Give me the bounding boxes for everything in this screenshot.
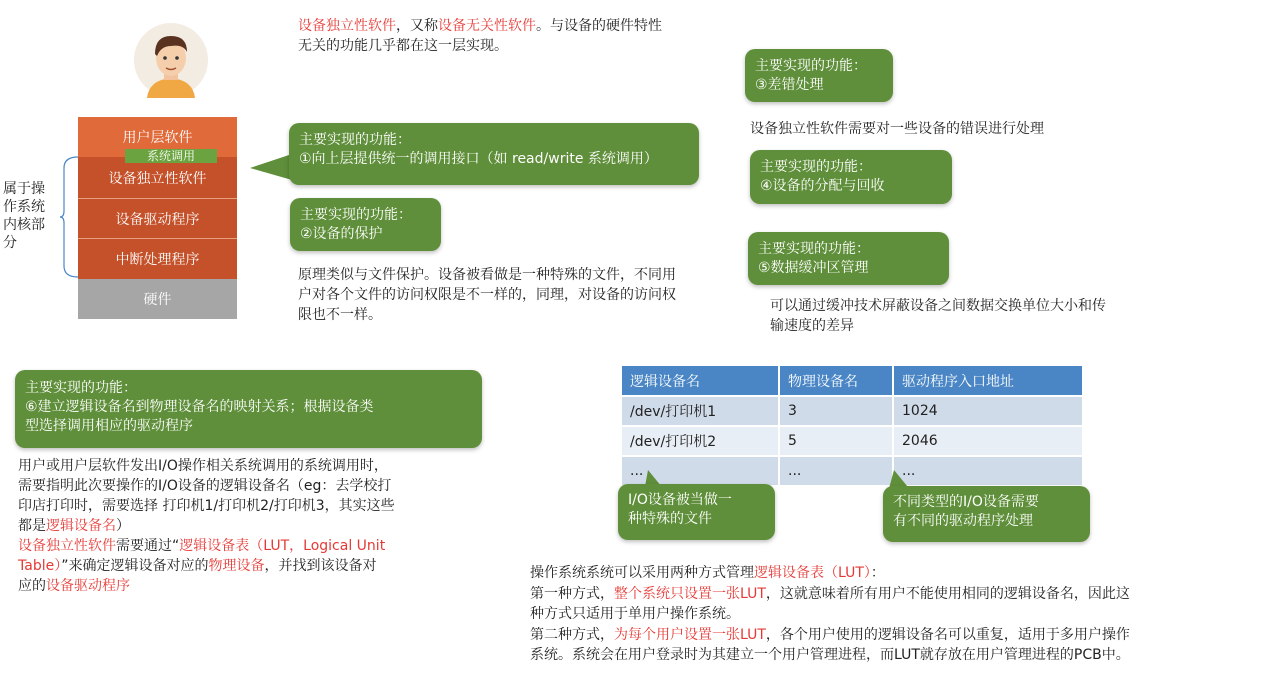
table-row xyxy=(622,396,1082,426)
table-cell: ... xyxy=(622,456,779,485)
protection-text: 原理类似与文件保护。设备被看做是一种特殊的文件，不同用 户对各个文件的访问权限是不一样的，同理，对设备的访问权 限也不一样。 xyxy=(298,267,676,323)
lut-management-text: 操作系统系统可以采用两种方式管理逻辑设备表（LUT）： 第一种方式，整个系统只设置一张LUT，这就意味着所有用户不能使用相同的逻辑设备名，因此这 种方式只适用于单用户操作系统。 第二种方式，为每个用户设置一张LUT，各个用户使用的逻辑设备名可以重复，适用于多用户操作 系统。系统会在用户登录时为其建立一个用户管理进程，而LUT就存放在用户管理进程的PCB中。 xyxy=(530,565,1130,663)
table-cell: ... xyxy=(779,456,893,485)
column-header: 逻辑设备名 xyxy=(622,366,779,396)
callout-function-4: 主要实现的功能： ④设备的分配与回收 xyxy=(750,150,952,204)
layer-hardware xyxy=(78,279,237,319)
layer-label: 设备独立性软件 xyxy=(108,171,207,187)
callout-io-drivers: 不同类型的I/O设备需要 有不同的驱动程序处理 xyxy=(883,486,1090,542)
kernel-label: 属于操 作系统 内核部 分 xyxy=(3,181,45,251)
layer-device-driver xyxy=(78,198,237,239)
table-cell: ... xyxy=(893,456,1082,485)
table-cell: 3 xyxy=(779,396,893,426)
intro-text: 设备独立性软件，又称设备无关性软件。与设备的硬件特性 无关的功能几乎都在这一层实现。 xyxy=(298,18,662,54)
table-row xyxy=(622,426,1082,456)
layer-label: 用户层软件 xyxy=(122,130,193,146)
column-header: 驱动程序入口地址 xyxy=(893,366,1082,396)
mapping-text: 用户或用户层软件发出I/O操作相关系统调用的系统调用时， 需要指明此次要操作的I/O设备的逻辑设备名（eg：去学校打 印店打印时，需要选择 打印机1/打印机2/打印机3，其实这些 都是逻辑设备名） 设备独立性软件需要通过“逻辑设备表（LUT，Logical Unit Table）”来确定逻辑设备对应的物理设备，并找到该设备对 应的设备驱动程序 xyxy=(18,458,395,594)
kernel-brace xyxy=(60,156,80,278)
avatar xyxy=(133,22,209,98)
table-header-row xyxy=(622,366,1082,396)
layer-label: 硬件 xyxy=(143,292,172,308)
syscall-bar: 系统调用 xyxy=(125,149,217,163)
layer-interrupt-handler xyxy=(78,238,237,279)
table-cell: 2046 xyxy=(893,426,1082,456)
callout-io-as-file: I/O设备被当做一 种特殊的文件 xyxy=(618,484,775,540)
error-handling-text: 设备独立性软件需要对一些设备的错误进行处理 xyxy=(750,121,1044,137)
table-cell: /dev/打印机2 xyxy=(622,426,779,456)
callout-function-3: 主要实现的功能： ③差错处理 xyxy=(745,49,893,102)
callout-function-6: 主要实现的功能： ⑥建立逻辑设备名到物理设备名的映射关系；根据设备类 型选择调用相应的驱动程序 xyxy=(15,370,482,448)
layer-label: 设备驱动程序 xyxy=(115,212,200,228)
buffer-text: 可以通过缓冲技术屏蔽设备之间数据交换单位大小和传 输速度的差异 xyxy=(770,298,1106,334)
lut-table xyxy=(622,366,1082,485)
table-cell: /dev/打印机1 xyxy=(622,396,779,426)
callout-function-5: 主要实现的功能： ⑤数据缓冲区管理 xyxy=(748,232,949,285)
column-header: 物理设备名 xyxy=(779,366,893,396)
callout-function-1: 主要实现的功能： ①向上层提供统一的调用接口（如 read/write 系统调用） xyxy=(289,123,699,185)
layer-label: 中断处理程序 xyxy=(115,252,200,268)
layer-device-independent xyxy=(78,157,237,198)
table-cell: 1024 xyxy=(893,396,1082,426)
callout-pointer xyxy=(250,150,292,186)
table-row xyxy=(622,456,1082,485)
callout-function-2: 主要实现的功能： ②设备的保护 xyxy=(290,198,441,251)
table-cell: 5 xyxy=(779,426,893,456)
